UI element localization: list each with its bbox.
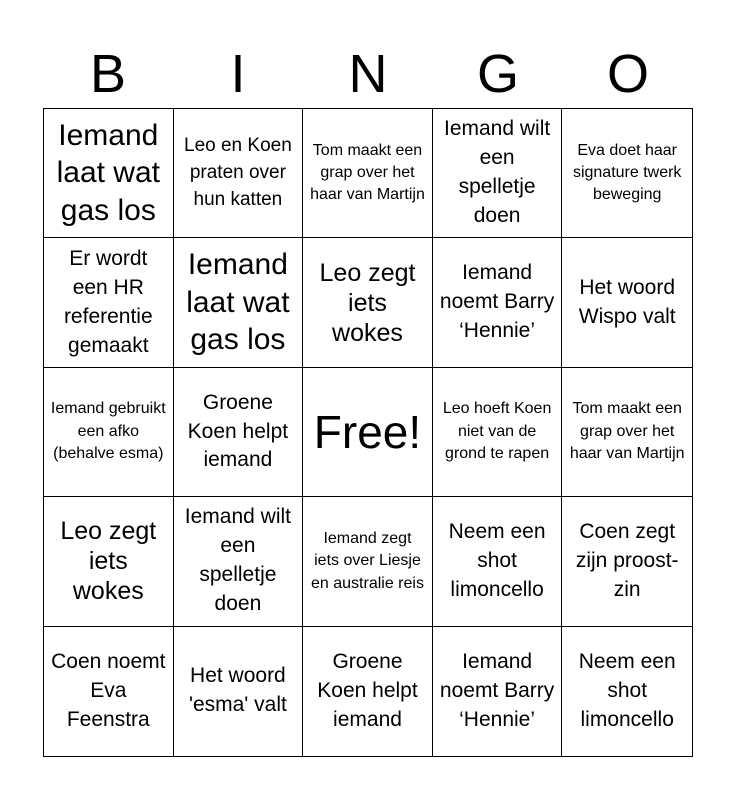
bingo-cell-r3-c2[interactable]	[174, 368, 304, 497]
header-letter-b: B	[89, 44, 127, 104]
bingo-board	[43, 108, 693, 757]
cell-text: Neem een shot limoncello	[578, 649, 676, 731]
cell-text: Tom maakt een grap over het haar van Martijn	[569, 400, 685, 463]
cell-text: Leo zegt iets wokes	[60, 517, 157, 606]
bingo-cell-r4-c5[interactable]	[562, 497, 692, 626]
bingo-header	[43, 40, 693, 108]
cell-text: Iemand wilt een spelletje doen	[184, 505, 291, 616]
cell-text: Coen noemt Eva Feenstra	[51, 649, 166, 731]
bingo-cell-r3-c4[interactable]	[433, 368, 563, 497]
cell-text: Leo en Koen praten over hun katten	[184, 134, 292, 210]
cell-text: Leo hoeft Koen niet van de grond te rapen	[442, 400, 552, 463]
bingo-cell-r2-c1[interactable]	[44, 238, 174, 367]
cell-text: Leo zegt iets wokes	[319, 258, 416, 347]
bingo-cell-r1-c3[interactable]	[303, 109, 433, 238]
bingo-cell-r1-c1[interactable]	[44, 109, 174, 238]
cell-text: Het woord 'esma' valt	[188, 664, 287, 717]
bingo-cell-r1-c5[interactable]	[562, 109, 692, 238]
bingo-cell-free[interactable]	[303, 368, 433, 497]
cell-text: Er wordt een HR referentie gemaakt	[63, 246, 153, 357]
bingo-cell-r3-c5[interactable]	[562, 368, 692, 497]
cell-text: Iemand wilt een spelletje doen	[443, 117, 551, 228]
cell-text: Iemand gebruikt een afko (behalve esma)	[50, 400, 166, 463]
cell-text: Tom maakt een grap over het haar van Martijn	[310, 141, 425, 204]
bingo-cell-r5-c4[interactable]	[433, 627, 563, 756]
cell-text: Iemand laat wat gas los	[186, 248, 290, 357]
bingo-cell-r5-c3[interactable]	[303, 627, 433, 756]
bingo-cell-r4-c4[interactable]	[433, 497, 563, 626]
bingo-cell-r4-c2[interactable]	[174, 497, 304, 626]
cell-text: Het woord Wispo valt	[578, 275, 676, 328]
bingo-cell-r2-c4[interactable]	[433, 238, 563, 367]
bingo-cell-r4-c1[interactable]	[44, 497, 174, 626]
bingo-cell-r5-c1[interactable]	[44, 627, 174, 756]
cell-text: Neem een shot limoncello	[448, 519, 546, 601]
cell-text: Iemand zegt iets over Liesje en australie reis	[311, 529, 424, 592]
header-letter-i: I	[230, 44, 246, 104]
cell-text: Groene Koen helpt iemand	[187, 390, 289, 472]
free-space-text: Free!	[313, 405, 422, 458]
bingo-cell-r1-c2[interactable]	[174, 109, 304, 238]
bingo-cell-r5-c5[interactable]	[562, 627, 692, 756]
cell-text: Groene Koen helpt iemand	[317, 649, 418, 731]
bingo-cell-r2-c2[interactable]	[174, 238, 304, 367]
bingo-cell-r2-c5[interactable]	[562, 238, 692, 367]
bingo-cell-r3-c1[interactable]	[44, 368, 174, 497]
header-letter-o: O	[606, 44, 649, 104]
header-letter-g: G	[476, 44, 519, 104]
cell-text: Iemand noemt Barry ‘Hennie’	[439, 261, 555, 343]
header-letter-n: N	[348, 44, 388, 104]
cell-text: Eva doet haar signature twerk beweging	[572, 141, 682, 204]
bingo-cell-r4-c3[interactable]	[303, 497, 433, 626]
cell-text: Iemand laat wat gas los	[56, 118, 160, 227]
cell-text: Iemand noemt Barry ‘Hennie’	[439, 649, 555, 731]
bingo-cell-r2-c3[interactable]	[303, 238, 433, 367]
bingo-cell-r1-c4[interactable]	[433, 109, 563, 238]
cell-text: Coen zegt zijn proost-zin	[575, 519, 679, 601]
bingo-cell-r5-c2[interactable]	[174, 627, 304, 756]
